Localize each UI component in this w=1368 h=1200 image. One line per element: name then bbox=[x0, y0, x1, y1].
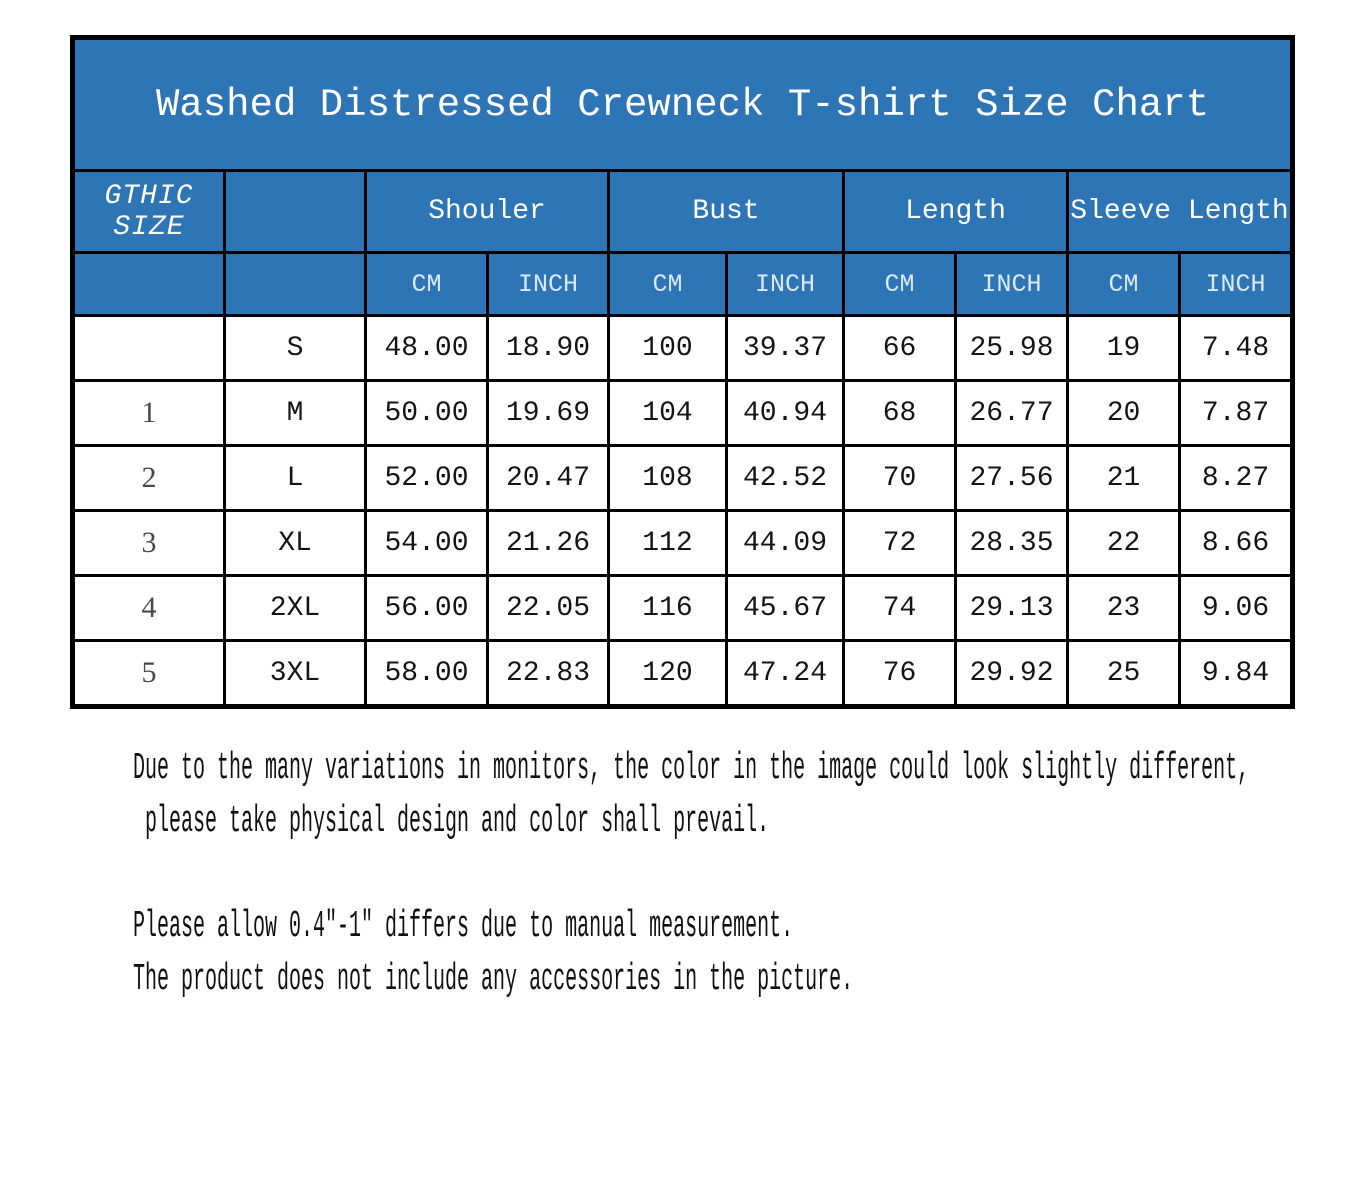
value-cell: 25 bbox=[1068, 641, 1180, 707]
value-cell: 29.13 bbox=[956, 576, 1068, 641]
empty-header-cell bbox=[225, 171, 366, 253]
table-row-s bbox=[73, 316, 1293, 381]
size-chart-table bbox=[70, 35, 1295, 709]
chart-title: Washed Distressed Crewneck T-shirt Size Chart bbox=[73, 38, 1293, 171]
table-row-l bbox=[73, 446, 1293, 511]
value-cell: 21.26 bbox=[488, 511, 609, 576]
value-cell: 52.00 bbox=[366, 446, 488, 511]
value-cell: 20 bbox=[1068, 381, 1180, 446]
unit-header-inch: INCH bbox=[956, 253, 1068, 316]
value-cell: 19 bbox=[1068, 316, 1180, 381]
unit-header-cm: CM bbox=[366, 253, 488, 316]
value-cell: 48.00 bbox=[366, 316, 488, 381]
size-cell: L bbox=[225, 446, 366, 511]
note-line: Please allow 0.4"-1" differs due to manual measurement. bbox=[133, 905, 794, 950]
value-cell: 27.56 bbox=[956, 446, 1068, 511]
size-cell: XL bbox=[225, 511, 366, 576]
note-line: The product does not include any accessories in the picture. bbox=[133, 958, 854, 1003]
value-cell: 9.06 bbox=[1180, 576, 1293, 641]
value-cell: 28.35 bbox=[956, 511, 1068, 576]
value-cell: 7.87 bbox=[1180, 381, 1293, 446]
row-number-cell: 2 bbox=[73, 446, 225, 511]
value-cell: 108 bbox=[609, 446, 727, 511]
value-cell: 8.66 bbox=[1180, 511, 1293, 576]
value-cell: 104 bbox=[609, 381, 727, 446]
value-cell: 40.94 bbox=[727, 381, 844, 446]
value-cell: 23 bbox=[1068, 576, 1180, 641]
value-cell: 44.09 bbox=[727, 511, 844, 576]
value-cell: 25.98 bbox=[956, 316, 1068, 381]
value-cell: 120 bbox=[609, 641, 727, 707]
value-cell: 18.90 bbox=[488, 316, 609, 381]
group-header-length: Length bbox=[844, 171, 1068, 253]
row-number-cell: 5 bbox=[73, 641, 225, 707]
value-cell: 9.84 bbox=[1180, 641, 1293, 707]
value-cell: 22.83 bbox=[488, 641, 609, 707]
value-cell: 22.05 bbox=[488, 576, 609, 641]
value-cell: 116 bbox=[609, 576, 727, 641]
value-cell: 112 bbox=[609, 511, 727, 576]
table-row-m bbox=[73, 381, 1293, 446]
value-cell: 54.00 bbox=[366, 511, 488, 576]
group-header-sleeve-length: Sleeve Length bbox=[1068, 171, 1293, 253]
value-cell: 45.67 bbox=[727, 576, 844, 641]
value-cell: 76 bbox=[844, 641, 956, 707]
size-cell: S bbox=[225, 316, 366, 381]
empty-unit-cell bbox=[73, 253, 225, 316]
value-cell: 39.37 bbox=[727, 316, 844, 381]
brand-size-label: GTHIC SIZE bbox=[73, 171, 225, 253]
row-number-cell: 1 bbox=[73, 381, 225, 446]
value-cell: 68 bbox=[844, 381, 956, 446]
row-number-cell: 3 bbox=[73, 511, 225, 576]
value-cell: 100 bbox=[609, 316, 727, 381]
group-header-row bbox=[73, 171, 1293, 253]
value-cell: 8.27 bbox=[1180, 446, 1293, 511]
unit-header-inch: INCH bbox=[488, 253, 609, 316]
value-cell: 50.00 bbox=[366, 381, 488, 446]
unit-header-cm: CM bbox=[844, 253, 956, 316]
row-number-cell bbox=[73, 316, 225, 381]
value-cell: 70 bbox=[844, 446, 956, 511]
value-cell: 21 bbox=[1068, 446, 1180, 511]
value-cell: 47.24 bbox=[727, 641, 844, 707]
unit-header-inch: INCH bbox=[727, 253, 844, 316]
value-cell: 66 bbox=[844, 316, 956, 381]
value-cell: 22 bbox=[1068, 511, 1180, 576]
table-row-2xl bbox=[73, 576, 1293, 641]
value-cell: 42.52 bbox=[727, 446, 844, 511]
footer-notes bbox=[133, 743, 1249, 1007]
unit-header-cm: CM bbox=[1068, 253, 1180, 316]
value-cell: 26.77 bbox=[956, 381, 1068, 446]
size-cell: 3XL bbox=[225, 641, 366, 707]
value-cell: 56.00 bbox=[366, 576, 488, 641]
size-cell: 2XL bbox=[225, 576, 366, 641]
row-number-cell: 4 bbox=[73, 576, 225, 641]
note-line: Due to the many variations in monitors, the color in the image could look slightly different, bbox=[133, 747, 1250, 792]
value-cell: 19.69 bbox=[488, 381, 609, 446]
group-header-bust: Bust bbox=[609, 171, 844, 253]
value-cell: 58.00 bbox=[366, 641, 488, 707]
table-row-xl bbox=[73, 511, 1293, 576]
table-row-3xl bbox=[73, 641, 1293, 707]
note-line: please take physical design and color shall prevail. bbox=[133, 800, 770, 845]
size-chart bbox=[70, 35, 1295, 709]
value-cell: 29.92 bbox=[956, 641, 1068, 707]
unit-header-inch: INCH bbox=[1180, 253, 1293, 316]
title-banner-row bbox=[73, 38, 1293, 171]
unit-header-row bbox=[73, 253, 1293, 316]
empty-unit-cell bbox=[225, 253, 366, 316]
size-cell: M bbox=[225, 381, 366, 446]
value-cell: 7.48 bbox=[1180, 316, 1293, 381]
value-cell: 74 bbox=[844, 576, 956, 641]
unit-header-cm: CM bbox=[609, 253, 727, 316]
group-header-shoulder: Shouler bbox=[366, 171, 609, 253]
value-cell: 72 bbox=[844, 511, 956, 576]
value-cell: 20.47 bbox=[488, 446, 609, 511]
